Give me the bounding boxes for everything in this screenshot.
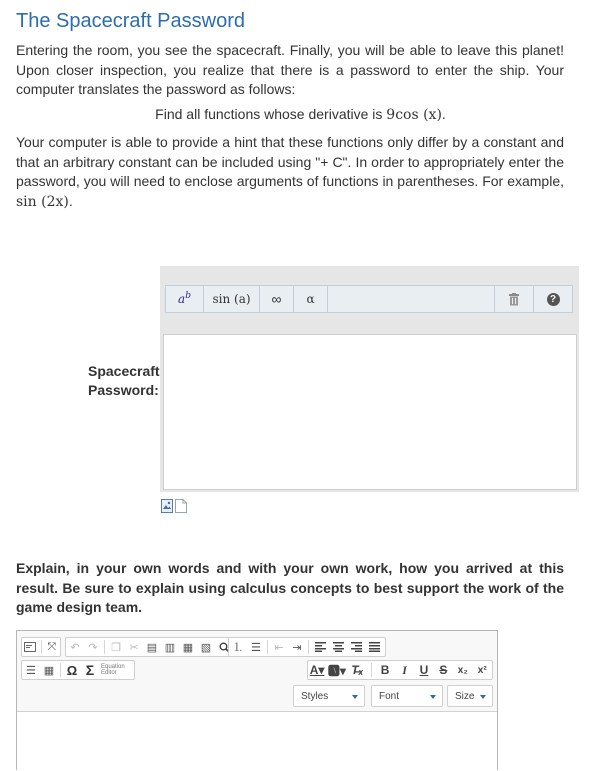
hint-math: sin (2x) xyxy=(16,193,69,210)
explain-prompt: Explain, in your own words and with your own work, how you arrived at this result. Be sure to explain using calculus concepts to best support the work of the game design team. xyxy=(16,560,564,615)
align-right-icon[interactable] xyxy=(348,639,364,655)
page-title: The Spacecraft Password xyxy=(16,10,245,32)
align-center-icon[interactable] xyxy=(330,639,346,655)
paste-icon[interactable]: ▤ xyxy=(146,641,158,654)
intro-paragraph: Entering the room, you see the spacecraft. Finally, you will be able to leave this planet! Upon closer inspection, you realize that there is a password to enter the ship. Your computer translates the password as follows: xyxy=(16,42,564,97)
subscript-icon[interactable]: x₂ xyxy=(457,664,468,676)
sin-function-button[interactable]: sin (a) xyxy=(204,286,260,312)
bg-color-icon[interactable]: 🅰▾ xyxy=(327,663,346,678)
password-input[interactable] xyxy=(163,334,577,490)
bold-icon[interactable]: B xyxy=(380,663,390,677)
separator xyxy=(41,640,42,654)
separator xyxy=(60,663,61,677)
problem-suffix: . xyxy=(441,106,446,122)
problem-text: Find all functions whose derivative is xyxy=(155,106,387,122)
superscript-button[interactable] xyxy=(166,286,204,312)
separator xyxy=(104,640,105,654)
separator xyxy=(267,640,268,654)
math-toolbar xyxy=(165,285,573,313)
help-button[interactable] xyxy=(534,286,572,312)
answer-label: Spacecraft Password: xyxy=(88,363,160,398)
equation-editor-button[interactable] xyxy=(101,664,125,676)
source-icon[interactable] xyxy=(23,639,38,655)
chevron-down-icon xyxy=(480,695,486,699)
outdent-icon[interactable]: ⇤ xyxy=(274,641,284,654)
document-icon[interactable] xyxy=(175,499,187,513)
special-char-icon[interactable]: Ω xyxy=(66,662,78,678)
problem-statement xyxy=(0,106,601,123)
editor-content-area[interactable] xyxy=(17,712,497,771)
toolbar-group-paragraph xyxy=(228,637,386,657)
superscript-icon[interactable]: x² xyxy=(477,664,487,676)
paste-text-icon[interactable]: ▥ xyxy=(164,641,176,654)
hint-text: Your computer is able to provide a hint that these functions only differ by a constant and that an arbitrary constant can be included using "+ C". In order to appropriately enter the password, you will need to enclose arguments of functions in parentheses. For example, xyxy=(16,134,564,189)
cut-icon[interactable]: ✂ xyxy=(129,641,139,654)
toolbar-group-source xyxy=(21,637,61,657)
toolbar-group-format xyxy=(307,660,493,680)
format-icons xyxy=(161,499,187,513)
styles-label: Styles xyxy=(301,690,329,702)
equation-editor-line1: Equation xyxy=(101,664,125,670)
trash-button[interactable] xyxy=(495,286,534,312)
maximize-icon[interactable]: ⤧ xyxy=(47,640,57,653)
copy-icon[interactable]: ❐ xyxy=(111,641,121,654)
undo-icon[interactable]: ↶ xyxy=(70,641,80,654)
align-left-icon[interactable] xyxy=(312,639,328,655)
chevron-down-icon xyxy=(352,695,358,699)
italic-icon[interactable]: I xyxy=(402,662,407,677)
infinity-button[interactable]: ∞ xyxy=(260,286,294,312)
underline-icon[interactable]: U xyxy=(419,663,429,677)
rich-text-editor xyxy=(16,630,498,770)
paste-special-icon[interactable]: ▧ xyxy=(200,641,212,654)
size-label: Size xyxy=(455,690,475,702)
image-icon[interactable] xyxy=(161,499,173,513)
equation-editor-line2: Editor xyxy=(101,670,117,676)
separator xyxy=(308,640,309,654)
hint-suffix: . xyxy=(68,192,73,209)
paste-word-icon[interactable]: ▦ xyxy=(182,641,194,654)
font-label: Font xyxy=(379,690,400,702)
hint-paragraph xyxy=(16,133,564,212)
table-icon[interactable]: ▦ xyxy=(43,664,55,677)
bulleted-list-icon[interactable]: ☰ xyxy=(251,641,261,654)
help-icon: ? xyxy=(547,293,560,306)
numbered-list-icon[interactable]: ⒈ xyxy=(232,642,244,654)
font-dropdown[interactable] xyxy=(371,685,443,707)
redo-icon[interactable]: ↷ xyxy=(88,641,98,654)
text-color-icon[interactable]: A▾ xyxy=(309,663,325,677)
indent-icon[interactable]: ⇥ xyxy=(292,641,302,654)
editor-toolbar xyxy=(17,631,497,712)
horizontal-rule-icon[interactable]: ☰ xyxy=(26,664,36,677)
remove-format-icon[interactable]: T̶ₓ xyxy=(351,663,364,677)
toolbar-spacer xyxy=(328,286,495,312)
separator xyxy=(371,663,372,677)
sigma-icon[interactable]: Σ xyxy=(85,662,95,678)
justify-icon[interactable] xyxy=(366,639,382,655)
trash-icon xyxy=(508,293,520,306)
toolbar-group-clipboard xyxy=(65,637,240,657)
alpha-button[interactable]: α xyxy=(294,286,328,312)
styles-dropdown[interactable] xyxy=(293,685,365,707)
chevron-down-icon xyxy=(430,695,436,699)
size-dropdown[interactable] xyxy=(447,685,493,707)
toolbar-group-insert xyxy=(21,660,135,680)
superscript-exp: b xyxy=(185,291,191,301)
problem-math: 9cos (x) xyxy=(386,107,442,123)
strikethrough-icon[interactable]: S xyxy=(439,663,448,677)
superscript-base: a xyxy=(178,292,186,306)
